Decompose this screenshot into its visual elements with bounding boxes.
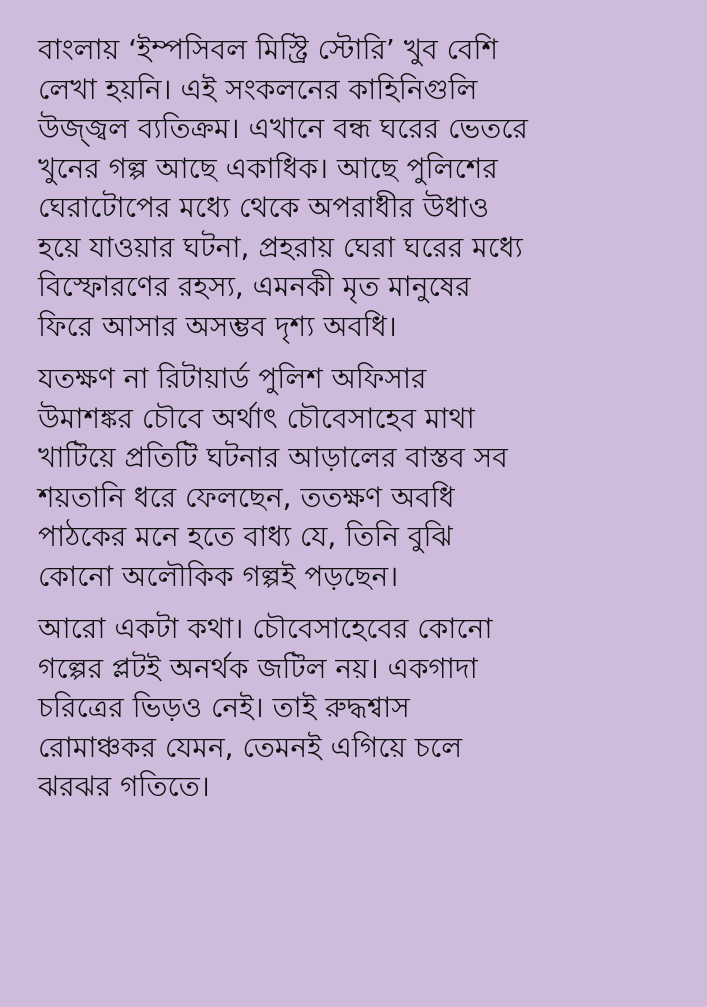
text-line: পাঠকের মনে হতে বাধ্য যে, তিনি বুঝি	[38, 520, 453, 553]
text-line: ঝরঝর গতিতে।	[38, 770, 210, 803]
text-line: খুনের গল্প আছে একাধিক। আছে পুলিশের	[38, 151, 498, 185]
paragraph-1	[38, 30, 677, 346]
text-line: যতক্ষণ না রিটায়ার্ড পুলিশ অফিসার	[38, 362, 427, 395]
text-line: ঘেরাটোপের মধ্যে থেকে অপরাধীর উধাও	[38, 191, 490, 224]
text-line: ফিরে আসার অসম্ভব দৃশ্য অবধি।	[38, 309, 397, 343]
text-line: আরো একটা কথা। চৌবেসাহেবের কোনো	[38, 612, 493, 645]
text-line: কোনো অলৌকিক গল্পই পড়ছেন।	[38, 559, 399, 593]
text-line: খাটিয়ে প্রতিটি ঘটনার আড়ালের বাস্তব সব	[38, 441, 508, 474]
text-line: রোমাঞ্চকর যেমন, তেমনই এগিয়ে চলে	[38, 730, 463, 764]
text-line: শয়তানি ধরে ফেলছেন, ততক্ষণ অবধি	[38, 480, 455, 514]
text-line: বিস্ফোরণের রহস্য, এমনকী মৃত মানুষের	[38, 270, 471, 303]
paragraph-2	[38, 359, 677, 596]
text-line: বাংলায় ‘ইম্পসিবল মিস্ট্রি স্টোরি’ খুব বেশি	[38, 33, 499, 66]
paragraph-3	[38, 609, 677, 807]
text-line: উজ্জ্বল ব্যতিক্রম। এখানে বন্ধ ঘরের ভেতরে	[38, 112, 528, 145]
text-line: লেখা হয়নি। এই সংকলনের কাহিনিগুলি	[38, 72, 478, 106]
text-line: হয়ে যাওয়ার ঘটনা, প্রহরায় ঘেরা ঘরের মধ্যে	[38, 230, 523, 264]
text-line: গল্পের প্লটই অনর্থক জটিল নয়। একগাদা	[38, 651, 478, 685]
text-line: উমাশঙ্কর চৌবে অর্থাৎ চৌবেসাহেব মাথা	[38, 401, 475, 435]
text-line: চরিত্রের ভিড়ও নেই। তাই রুদ্ধশ্বাস	[38, 691, 410, 724]
